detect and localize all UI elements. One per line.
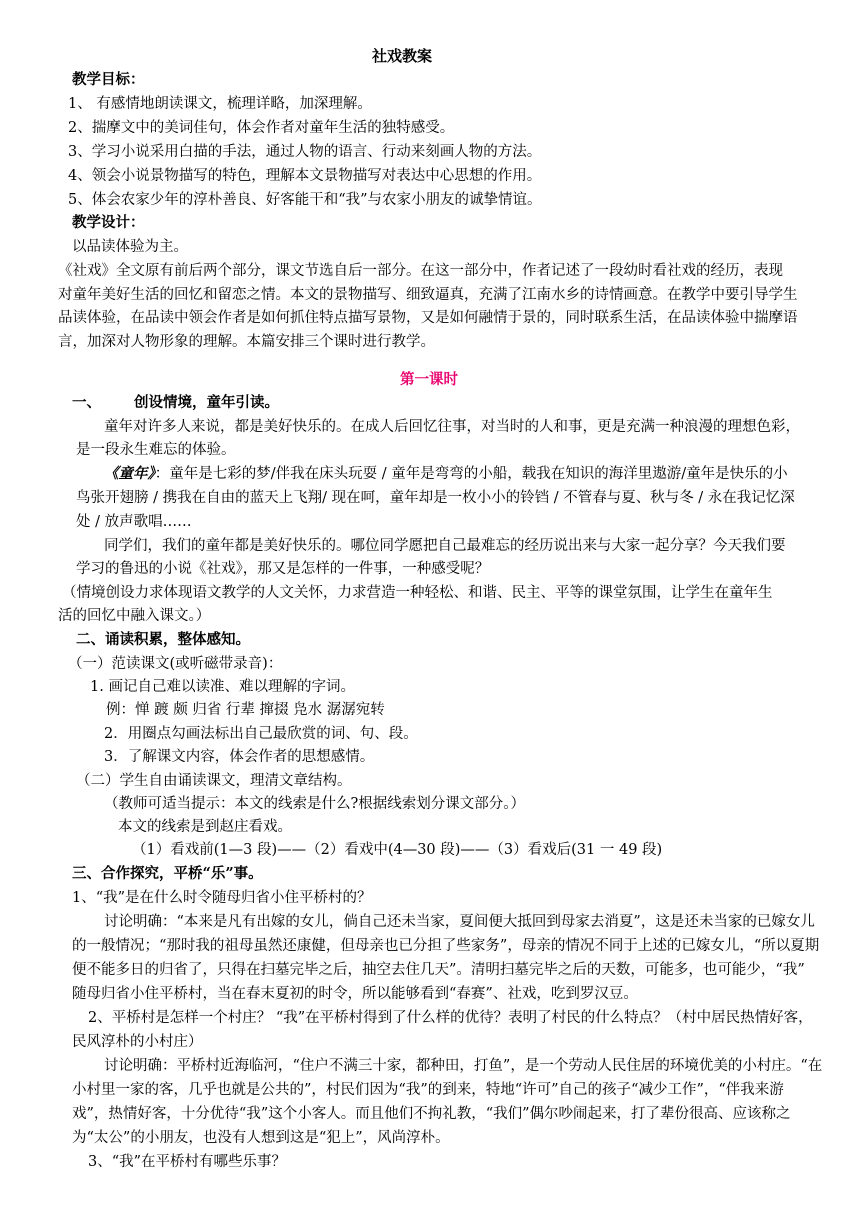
poem-line: 鸟张开翅膀 / 携我在自由的蓝天上飞翔/ 现在呵，童年却是一枚小小的铃铛 / 不管春与夏、秋与冬 / 永在我记忆深 xyxy=(76,490,795,506)
document-title: 社戏教案 xyxy=(372,47,433,65)
goal-item: 3、学习小说采用白描的手法，通过人物的语言、行动来刻画人物的方法。 xyxy=(68,144,542,160)
question: 1、“我”是在什么时令随母归省小住平桥村的？ xyxy=(72,890,372,906)
design-paragraph-line: 品读体验，在品读中领会作者是如何抓住特点描写景物，又是如何融情于景的，同时联系生活，在品读体验中揣摩语 xyxy=(58,310,798,326)
design-paragraph-line: 言，加深对人物形象的理解。本篇安排三个课时进行教学。 xyxy=(58,334,435,350)
section2-line: （二）学生自由诵读课文，理清文章结构。 xyxy=(76,773,352,789)
question: 2、平桥村是怎样一个村庄？ “我”在平桥村得到了什么样的优待？表明了村民的什么特点？（村中居民热情好客， xyxy=(88,1010,813,1026)
question: 3、“我”在平桥村有哪些乐事？ xyxy=(88,1154,287,1170)
poem-text: ：童年是七彩的梦/伴我在床头玩耍 / 童年是弯弯的小船，载我在知识的海洋里遨游/童年是快乐的小 xyxy=(154,466,788,482)
answer-line: 为“太公”的小朋友，也没有人想到这是“犯上”，风尚淳朴。 xyxy=(72,1130,450,1146)
answer-line: 戏”，热情好客，十分优待“我”这个小客人。而且他们不拘礼教，“我们”偶尔吵闹起来，打了辈份很高、应该称之 xyxy=(72,1106,791,1122)
vocabulary-example: 例：惮 踱 颇 归省 行辈 撺掇 凫水 潺潺宛转 xyxy=(106,702,385,718)
section1-title: 创设情境，童年引读。 xyxy=(134,394,279,411)
goal-item: 2、揣摩文中的美词佳句，体会作者对童年生活的独特感受。 xyxy=(68,120,455,136)
section1-text: 学习的鲁迅的小说《社戏》，那又是怎样的一件事，一种感受呢？ xyxy=(76,561,490,577)
answer-line: 便不能多日的归省了，只得在扫墓完毕之后，抽空去住几天”。清明扫墓完毕之后的天数，可能多，也可能少，“我” xyxy=(72,962,805,978)
design-paragraph-line: 对童年美好生活的回忆和留恋之情。本文的景物描写、细致逼真，充满了江南水乡的诗情画意。在教学中要引导学生 xyxy=(58,287,798,303)
section2-line: 1. 画记自己难以读准、难以理解的字词。 xyxy=(90,679,355,695)
section3-title: 三、合作探究，平桥“乐”事。 xyxy=(72,865,263,882)
goals-heading: 教学目标： xyxy=(72,71,145,88)
goal-item: 1、 有感情地朗读课文，梳理详略，加深理解。 xyxy=(68,96,372,112)
answer-line: 讨论明确：平桥村近海临河，“住户不满三十家，都种田，打鱼”，是一个劳动人民住居的环境优美的小村庄。“在 xyxy=(104,1058,823,1074)
lesson-heading: 第一课时 xyxy=(400,371,458,388)
answer-line: 随母归省小住平桥村，当在春末夏初的时令，所以能够看到“春赛”、社戏，吃到罗汉豆。 xyxy=(72,986,638,1002)
section1-note: （情境创设力求体现语文教学的人文关怀，力求营造一种轻松、和谐、民主、平等的课堂氛围，让学生在童年生 xyxy=(62,585,773,601)
section1-note: 活的回忆中融入课文。） xyxy=(58,608,211,624)
design-paragraph-line: 《社戏》全文原有前后两个部分，课文节选自后一部分。在这一部分中，作者记述了一段幼时看社戏的经历，表现 xyxy=(58,263,783,279)
section1-text: 同学们，我们的童年都是美好快乐的。哪位同学愿把自己最难忘的经历说出来与大家一起分享？今天我们要 xyxy=(104,538,786,554)
section1-text: 是一段永生难忘的体验。 xyxy=(76,442,236,458)
poem-line: 处 / 放声歌唱…… xyxy=(76,514,192,530)
poem-line xyxy=(104,464,788,484)
question: 民风淳朴的小村庄） xyxy=(72,1034,203,1050)
section1-number: 一、 xyxy=(72,394,101,411)
section2-title: 二、诵读积累，整体感知。 xyxy=(76,631,250,648)
answer-line: 的一般情况；“那时我的祖母虽然还康健，但母亲也已分担了些家务”，母亲的情况不同于上述的已嫁女儿，“所以夏期 xyxy=(72,938,820,954)
poem-title: 《童年》 xyxy=(104,465,155,482)
answer-line: 讨论明确：“本来是凡有出嫁的女儿，倘自己还未当家，夏间便大抵回到母家去消夏”，这是还未当家的已嫁女儿 xyxy=(104,914,815,930)
goal-item: 4、领会小说景物描写的特色，理解本文景物描写对表达中心思想的作用。 xyxy=(68,168,542,184)
section2-line: 2．用圈点勾画法标出自己最欣赏的词、句、段。 xyxy=(104,726,418,742)
section2-line: 本文的线索是到赵庄看戏。 xyxy=(118,819,292,835)
section2-line: 3．了解课文内容，体会作者的思想感情。 xyxy=(104,749,375,765)
structure-line: （1）看戏前(1—3 段)——（2）看戏中(4—30 段)——（3）看戏后(31 一 49 段) xyxy=(132,842,663,858)
goal-item: 5、体会农家少年的淳朴善良、好客能干和“我”与农家小朋友的诚挚情谊。 xyxy=(68,192,542,208)
design-intro: 以品读体验为主。 xyxy=(72,239,188,255)
answer-line: 小村里一家的客，几乎也就是公共的”，村民们因为“我”的到来，特地“许可”自己的孩子“减少工作”，“伴我来游 xyxy=(72,1082,784,1098)
section1-text: 童年对许多人来说，都是美好快乐的。在成人后回忆往事，对当时的人和事，更是充满一种浪漫的理想色彩， xyxy=(104,419,800,435)
section2-line: （一）范读课文(或听磁带录音)： xyxy=(68,656,283,672)
section2-line: （教师可适当提示：本文的线索是什么?根据线索划分课文部分。） xyxy=(104,796,526,812)
design-heading: 教学设计： xyxy=(72,214,145,231)
